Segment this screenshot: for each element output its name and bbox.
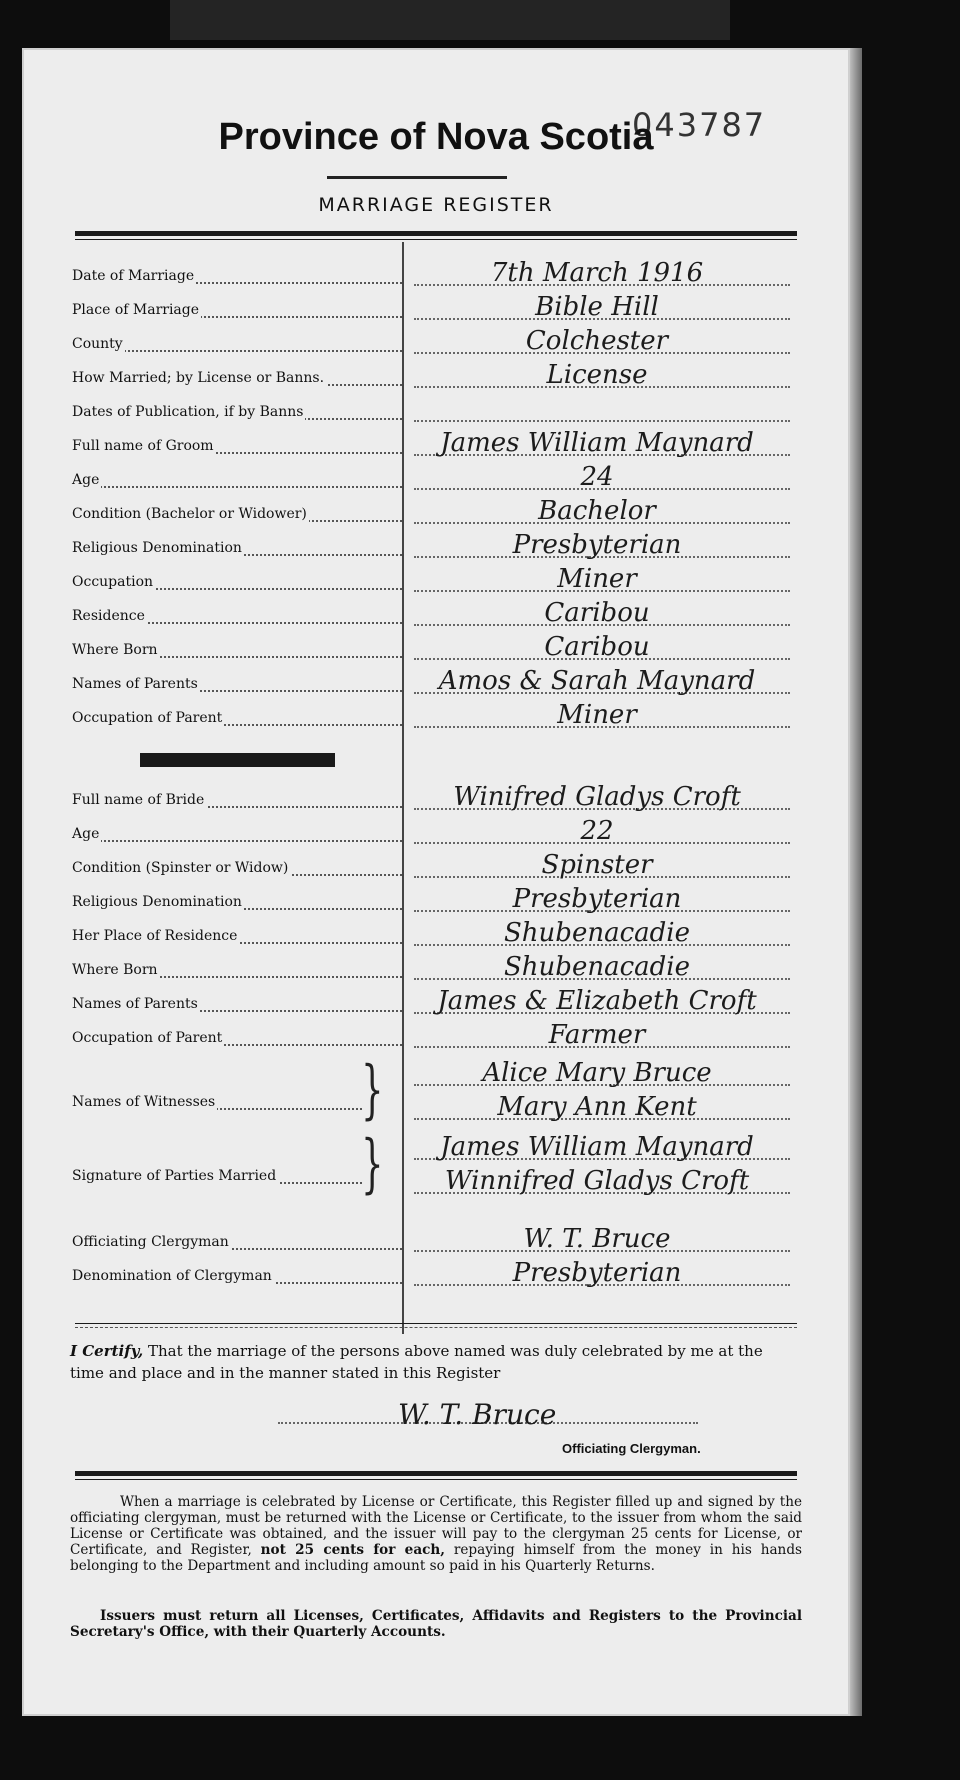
handwritten-value: 22 [580,816,614,846]
signature-value [404,1166,790,1200]
footer-rule-thin [75,1479,797,1480]
field-row [72,820,402,850]
field-label: Names of Parents [72,676,198,692]
field-value [404,258,790,292]
field-label: County [72,336,123,352]
film-top-strip [170,0,730,40]
witness-value [404,1092,790,1126]
clergy-signature: W. T. Bruce [398,1398,557,1431]
handwritten-value: Bible Hill [535,292,659,322]
field-row [72,330,402,360]
field-value [404,918,790,952]
right-brace-icon: } [361,1053,384,1127]
handwritten-value: Winifred Gladys Croft [453,782,741,812]
field-label: Religious Denomination [72,540,242,556]
field-row [72,602,402,632]
handwritten-value: License [546,360,648,390]
field-row [72,786,402,816]
field-row [72,636,402,666]
field-value [404,496,790,530]
field-row [72,364,402,394]
page-subtitle: MARRIAGE REGISTER [318,194,554,216]
field-label: Occupation of Parent [72,710,223,726]
handwritten-value: Farmer [548,1020,646,1050]
handwritten-value: Shubenacadie [504,952,690,982]
field-value [404,398,790,428]
notice-text: When a marriage is celebrated by License or Certificate, this Register filled up and signed by the officiating clergyman, must be returned with the License or Certificate, to the issuer from whom the said License or Certificate was obtained, and the issuer will pay to the clergyman 25 cents for License, or Certificate, and Register, [70,1494,802,1558]
handwritten-signature: Winnifred Gladys Croft [444,1166,750,1196]
field-value [404,816,790,850]
field-label: Age [72,826,100,842]
handwritten-value: Caribou [544,632,650,662]
field-row [72,398,402,428]
field-value [404,1258,790,1292]
field-label: Signature of Parties Married [72,1168,277,1184]
field-label: Residence [72,608,145,624]
page-title: Province of Nova Scotia [218,116,654,158]
field-label: Names of Witnesses [72,1094,216,1110]
handwritten-value: Spinster [541,850,653,880]
section-rule [75,1323,797,1324]
field-label: Where Born [72,962,158,978]
field-label: Denomination of Clergyman [72,1268,272,1284]
register-number: 043787 [632,106,767,144]
field-value [404,782,790,816]
footer-rule [75,1471,797,1476]
handwritten-value: Bachelor [538,496,656,526]
field-value [404,850,790,884]
field-label: Names of Parents [72,996,198,1012]
certify-lead: I Certify, [70,1342,144,1360]
handwritten-value: W. T. Bruce [523,1224,671,1254]
field-label: Her Place of Residence [72,928,238,944]
field-label: Dates of Publication, if by Banns [72,404,304,420]
field-row [72,990,402,1020]
field-label: Occupation [72,574,154,590]
field-row [72,854,402,884]
field-value [404,462,790,496]
field-value [404,598,790,632]
field-row [72,296,402,326]
handwritten-value: James & Elizabeth Croft [437,986,757,1016]
handwritten-value: Presbyterian [512,884,682,914]
handwritten-value: Mary Ann Kent [497,1092,697,1122]
field-value [404,564,790,598]
section-separator-bar [140,753,335,767]
field-row [72,670,402,700]
right-brace-icon: } [361,1127,384,1201]
field-row [72,432,402,462]
header-rule [75,231,797,236]
field-label: Occupation of Parent [72,1030,223,1046]
page-edge [850,48,862,1716]
certification-text [70,1340,800,1384]
field-label: Age [72,472,100,488]
field-value [404,1224,790,1258]
field-row [72,1228,402,1258]
section-rule [75,1327,797,1329]
field-value [404,428,790,462]
field-label: Place of Marriage [72,302,200,318]
handwritten-value: 24 [580,462,614,492]
field-value [404,884,790,918]
handwritten-value: Miner [557,564,637,594]
signatures-row [72,1162,362,1192]
field-row [72,534,402,564]
witnesses-row [72,1088,362,1118]
field-row [72,262,402,292]
field-value [404,326,790,360]
handwritten-value: Amos & Sarah Maynard [438,666,756,696]
handwritten-signature: James William Maynard [440,1132,754,1162]
field-value [404,632,790,666]
field-row [72,466,402,496]
return-instructions [70,1494,802,1574]
field-label: Date of Marriage [72,268,195,284]
field-value [404,952,790,986]
field-value [404,530,790,564]
field-row [72,888,402,918]
notice-text: repaying himself from the money in his hands belonging to the Department and including amount so paid in his Quarterly Returns. [70,1542,802,1574]
field-row [72,1262,402,1292]
notice-bold: not 25 cents for each, [260,1542,446,1558]
handwritten-value: Presbyterian [512,530,682,560]
issuers-instructions: Issuers must return all Licenses, Certificates, Affidavits and Registers to the Provincial Secretary's Office, with their Quarterly Accounts. [70,1608,802,1640]
field-value [404,292,790,326]
field-row [72,568,402,598]
field-row [72,956,402,986]
field-label: How Married; by License or Banns. [72,370,325,386]
field-value [404,1020,790,1054]
field-label: Condition (Bachelor or Widower) [72,506,307,522]
field-value [404,700,790,734]
handwritten-value: Shubenacadie [504,918,690,948]
signature-caption: Officiating Clergyman. [562,1441,701,1456]
witness-value [404,1058,790,1092]
certify-body: That the marriage of the persons above named was duly celebrated by me at the time and place and in the manner stated in this Register [70,1342,763,1382]
handwritten-value: Caribou [544,598,650,628]
register-page [22,48,850,1716]
field-row [72,704,402,734]
header-rule-thin [75,239,797,240]
field-label: Religious Denomination [72,894,242,910]
handwritten-value: James William Maynard [440,428,754,458]
handwritten-value: 7th March 1916 [490,258,704,288]
field-value [404,360,790,394]
field-label: Full name of Groom [72,438,214,454]
field-label: Where Born [72,642,158,658]
field-label: Full name of Bride [72,792,205,808]
field-label: Condition (Spinster or Widow) [72,860,289,876]
clergy-signature-line [278,1400,698,1430]
title-divider [327,176,507,179]
handwritten-value: Miner [557,700,637,730]
field-value [404,666,790,700]
handwritten-value: Colchester [525,326,669,356]
signature-value [404,1132,790,1166]
field-value [404,986,790,1020]
field-row [72,922,402,952]
field-label: Officiating Clergyman [72,1234,229,1250]
handwritten-value: Alice Mary Bruce [482,1058,712,1088]
field-row [72,1024,402,1054]
handwritten-value: Presbyterian [512,1258,682,1288]
field-row [72,500,402,530]
